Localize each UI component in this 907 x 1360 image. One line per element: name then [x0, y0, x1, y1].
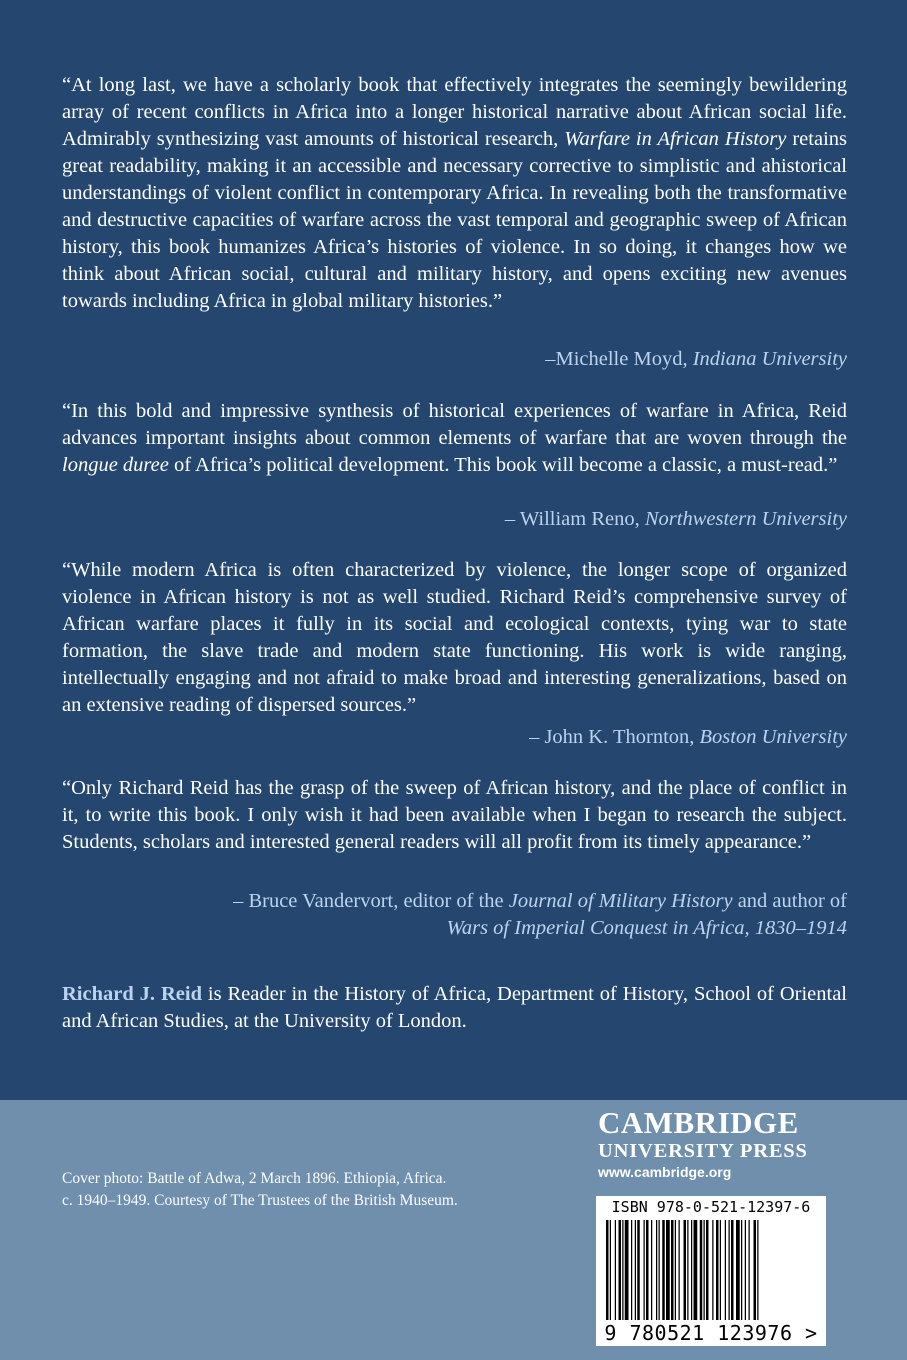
bio-text: is Reader in the History of Africa, Department of History, School of Oriental and African Studies, at the University of London.: [62, 983, 847, 1032]
barcode-bar: [704, 1220, 705, 1320]
barcode-bar: [712, 1220, 713, 1320]
quote-thornton: [62, 557, 847, 719]
barcode-bar: [687, 1220, 688, 1320]
barcode-bar: [720, 1220, 721, 1320]
isbn-label: ISBN 978-0-521-12397-6: [611, 1198, 811, 1216]
book-title: Wars of Imperial Conquest in Africa, 1830–1914: [446, 917, 847, 939]
barcode-bar: [631, 1220, 632, 1320]
barcode-bar: [675, 1220, 676, 1320]
cover-credit-line: Cover photo: Battle of Adwa, 2 March 1896. Ethiopia, Africa.: [62, 1170, 447, 1187]
barcode-bars-icon: [602, 1220, 820, 1320]
cover-credit-line: c. 1940–1949. Courtesy of The Trustees of the British Museum.: [62, 1192, 458, 1209]
barcode-bar: [637, 1220, 640, 1320]
barcode-bar: [716, 1220, 719, 1320]
publisher-subname: UNIVERSITY PRESS: [598, 1140, 808, 1162]
barcode-bar: [671, 1220, 674, 1320]
barcode-bar: [694, 1220, 698, 1320]
barcode-bar: [706, 1220, 709, 1320]
barcode-bar: [700, 1220, 703, 1320]
barcode-bar: [656, 1220, 657, 1320]
barcode-bar: [741, 1220, 742, 1320]
attribution-reno: [62, 506, 847, 533]
author-affiliation: Northwestern University: [644, 508, 847, 530]
quote-text: of Africa’s political development. This book will become a classic, a must-read.”: [168, 454, 838, 476]
journal-title: Journal of Military History: [508, 890, 733, 912]
author-role: and author of: [732, 890, 847, 912]
barcode-bar: [644, 1220, 645, 1320]
barcode-bar: [646, 1220, 649, 1320]
barcode-bar: [659, 1220, 660, 1320]
barcode-bar: [749, 1220, 750, 1320]
book-title: Warfare in African History: [564, 128, 787, 150]
barcode-bar: [725, 1220, 726, 1320]
barcode-bar: [757, 1220, 758, 1320]
publisher-logo: [598, 1106, 826, 1182]
emphasis-term: longue duree: [62, 454, 169, 476]
quote-text: “While modern Africa is often characterized by violence, the longer scope of organized violence in African history is not as well studied. Richard Reid’s comprehensive survey of African warfare places it fully in its social and ecological contexts, tying war to state formation, the slave trade and modern state functioning. His work is wide ranging, intellectually engaging and not afraid to make broad and interesting generalizations, based on an extensive reading of dispersed sources.”: [62, 559, 847, 716]
barcode-bar: [745, 1220, 746, 1320]
author-affiliation: Indiana University: [692, 348, 847, 370]
quote-text: “In this bold and impressive synthesis of historical experiences of warfare in Africa, Reid advances important insights about common elements of warfare that are woven through the: [62, 400, 847, 449]
barcode-bar: [606, 1220, 609, 1320]
barcode-bar: [754, 1220, 757, 1320]
barcode-bar: [610, 1220, 611, 1320]
cover-credit: [62, 1168, 562, 1212]
barcode-bar: [679, 1220, 680, 1320]
barcode-bar: [651, 1220, 652, 1320]
attribution-moyd: [62, 346, 847, 373]
barcode-bar: [736, 1220, 740, 1320]
quote-reno: [62, 398, 847, 479]
publisher-name: CAMBRIDGE: [598, 1105, 799, 1140]
barcode-bar: [615, 1220, 616, 1320]
quote-text: retains great readability, making it an accessible and necessary corrective to simplistic and ahistorical understandings of violent conflict in contemporary Africa. In revealing both the transformative and destructive capacities of warfare across the vast temporal and geographic sweep of African history, this book humanizes Africa’s histories of violence. In so doing, it changes how we think about African social, cultural and military history, and opens exciting new avenues towards including Africa in global military histories.”: [62, 128, 847, 312]
author-name: –Michelle Moyd,: [545, 348, 693, 370]
barcode-bar: [731, 1220, 734, 1320]
attribution-vandervort: [62, 888, 847, 942]
quote-text: “At long last, we have a scholarly book that effectively integrates the seemingly bewildering array of recent conflicts in Africa into a longer historical narrative about African social life. Admirably synthesizing vast amounts of historical research,: [62, 74, 847, 150]
barcode-bar: [691, 1220, 692, 1320]
barcode-bar: [662, 1220, 665, 1320]
author-name: – William Reno,: [504, 508, 645, 530]
quote-moyd: [62, 72, 847, 315]
author-name: – Bruce Vandervort, editor of the: [233, 890, 509, 912]
barcode-bar: [622, 1220, 623, 1320]
author-affiliation: Boston University: [699, 726, 847, 748]
publisher-website: www.cambridge.org: [598, 1164, 732, 1180]
barcode-bar: [619, 1220, 622, 1320]
barcode-bar: [625, 1220, 629, 1320]
barcode-bar: [684, 1220, 687, 1320]
barcode-bar: [635, 1220, 636, 1320]
isbn-barcode: [596, 1196, 826, 1346]
quote-text: “Only Richard Reid has the grasp of the sweep of African history, and the place of conflict in it, to write this book. I only wish it had been available when I began to research the subject. Students, scholars and interested general readers will all profit from its timely appearance.”: [62, 777, 847, 853]
attribution-thornton: [62, 724, 847, 751]
barcode-bar: [729, 1220, 730, 1320]
author-name: – John K. Thornton,: [529, 726, 700, 748]
author-name: Richard J. Reid: [62, 983, 202, 1005]
barcode-bar: [666, 1220, 670, 1320]
author-bio: [62, 981, 847, 1035]
quote-vandervort: [62, 775, 847, 856]
barcode-digits: 9 780521 123976 >: [604, 1321, 818, 1345]
